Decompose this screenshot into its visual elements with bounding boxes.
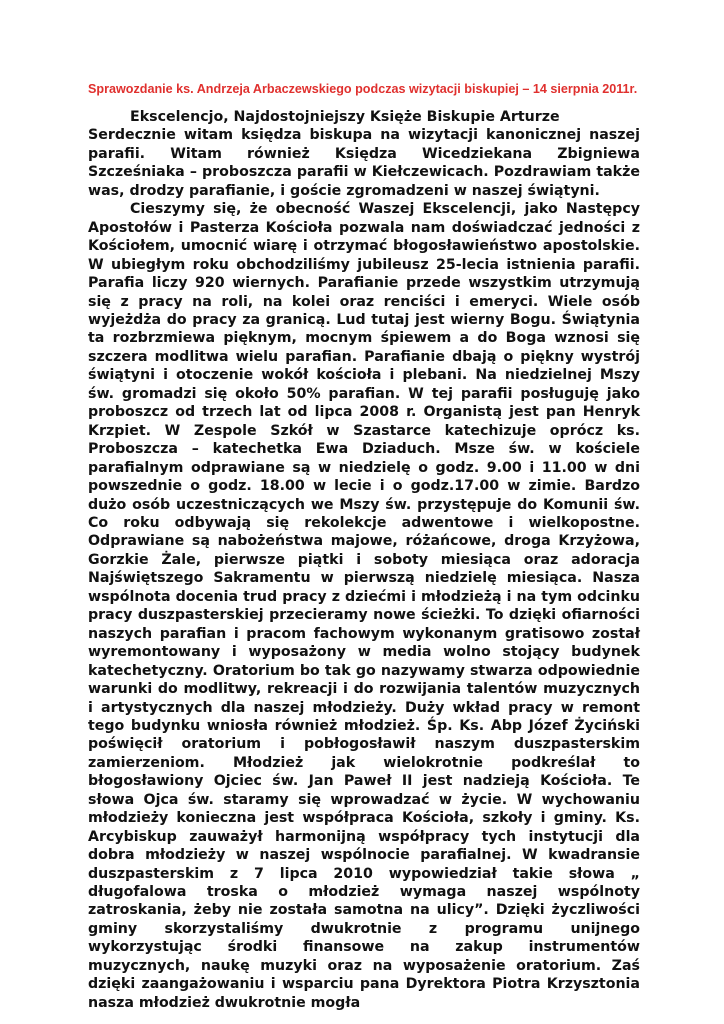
paragraph-report-text: Cieszymy się, że obecność Waszej Ekscelencji, jako Następcy Apostołów i Pasterza Kościoła pozwala nam doświadczać jedności z Kościołem, umocnić wiarę i otrzymać błogosławieństwo apostolskie. W ubiegłym roku obchodziliśmy jubileusz 25-lecia istnienia parafii. Parafia liczy 920 wiernych. Parafianie przede wszystkim utrzymują się z pracy na roli, na kolei oraz renciści i emeryci. Wiele osób wyjeżdża do pracy za granicą. Lud tutaj jest wierny Bogu. Świątynia ta rozbrzmiewa pięknym, mocnym śpiewem a do Boga wznosi się szczera modlitwa wielu parafian. Parafianie dbają o piękny wystrój świątyni i otoczenie wokół kościoła i plebani. Na niedzielnej Mszy św. gromadzi się około 50% parafian. W tej parafii posługuję jako proboszcz od trzech lat od lipca 2008 r. Organistą jest pan Henryk Krzpiet. W Zespole Szkół w Szastarce katechizuje oprócz ks. Proboszcza – katechetka Ewa Dziaduch. Msze św. w kościele parafialnym odprawiane są w niedzielę o godz. 9.00 i 11.00 w dni powszednie o godz. 18.00 w lecie i o godz.17.00 w zimie. Bardzo dużo osób uczestniczących we Mszy św. przystępuje do Komunii św. Co roku odbywają się rekolekcje adwentowe i wielkopostne. Odprawiane są nabożeństwa majowe, różańcowe, droga Krzyżowa, Gorzkie Żale, pierwsze piątki i soboty miesiąca oraz adoracja Najświętszego Sakramentu w pierwszą niedzielę miesiąca. Nasza wspólnota docenia trud pracy z dziećmi i młodzieżą i na tym odcinku pracy duszpasterskiej przecieramy nowe ścieżki. To dzięki ofiarności naszych parafian i pracom fachowym wykonanym gratisowo został wyremontowany i wyposażony w media wolno stojący budynek katechetyczny. Oratorium bo tak go nazywamy stwarza odpowiednie warunki do modlitwy, rekreacji i do rozwijania talentów muzycznych i artystycznych dla naszej młodzieży. Duży wkład pracy w remont tego budynku wniosła również młodzież. Śp. Ks. Abp Józef Życiński poświęcił oratorium i pobłogosławił naszym duszpasterskim zamierzeniom. Młodzież jak wielokrotnie podkreślał to błogosławiony Ojciec św. Jan Paweł II jest nadzieją Kościoła. Te słowa Ojca św. staramy się wprowadzać w życie. W wychowaniu młodzieży konieczna jest współpraca Kościoła, szkoły i gminy. Ks. Arcybiskup zauważył harmonijną współpracy tych instytucji dla dobra młodzieży w naszej wspólnocie parafialnej. W kwadransie duszpasterskim z 7 lipca 2010 wypowiedział takie słowa „ długofalowa troska o młodzież wymaga naszej wspólnoty zatroskania, żeby nie została samotna na ulicy”. Dzięki życzliwości gminy skorzystaliśmy dwukrotnie z programu unijnego wykorzystując środki finansowe na zakup instrumentów muzycznych, naukę muzyki oraz na wyposażenie oratorium. Zaś dzięki zaangażowaniu i wsparciu pana Dyrektora Piotra Krzysztonia nasza młodzież dwukrotnie mogła (88, 201, 640, 1011)
document-body (88, 108, 640, 1012)
paragraph-report (88, 200, 640, 1012)
document-page (88, 80, 640, 1012)
paragraph-welcome: Serdecznie witam księdza biskupa na wizytacji kanonicznej naszej parafii. Witam również Księdza Wicedziekana Zbigniewa Szcześniaka – proboszcza parafii w Kiełczewicach. Pozdrawiam także was, drodzy parafianie, i goście zgromadzeni w naszej świątyni. (88, 127, 640, 199)
greeting-line: Ekscelencjo, Najdostojniejszy Księże Biskupie Arturze (130, 109, 560, 125)
document-title: Sprawozdanie ks. Andrzeja Arbaczewskiego podczas wizytacji biskupiej – 14 sierpnia 2011r. (88, 82, 638, 96)
